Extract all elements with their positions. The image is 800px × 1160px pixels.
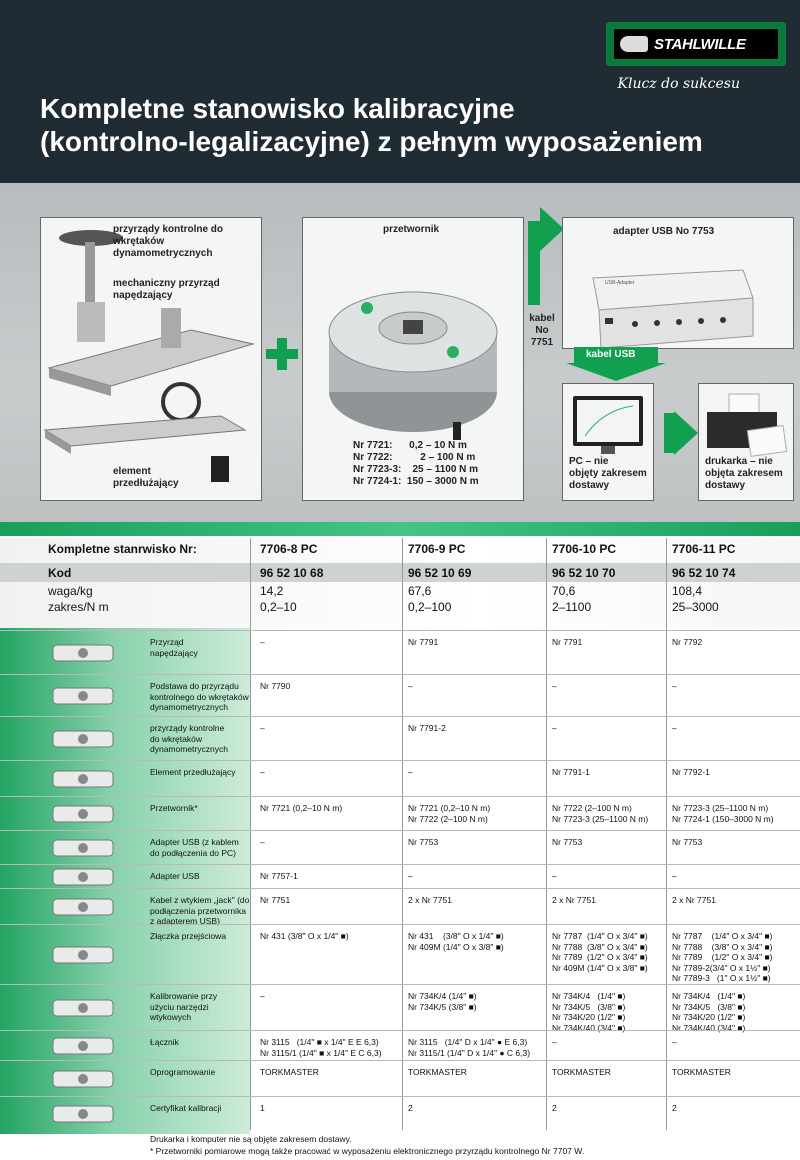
label-kontrolne: przyrządy kontrolne do wkrętaków dynamometrycznych xyxy=(113,224,224,259)
page-title: Kompletne stanowisko kalibracyjne (kontrolno-legalizacyjne) z pełnym wyposażeniem xyxy=(40,93,703,157)
arrow-shaft xyxy=(528,221,540,305)
row-label: Adapter USB xyxy=(150,871,200,881)
printer-arrow-shaft xyxy=(664,413,674,453)
row-value: Nr 7751 xyxy=(260,895,291,905)
row-value: 2 xyxy=(552,1103,557,1113)
printer-panel xyxy=(698,383,794,501)
label-adapter: adapter USB No 7753 xyxy=(613,226,715,237)
table-row xyxy=(0,760,800,797)
model-kod: 96 52 10 68 xyxy=(260,566,324,580)
table-row xyxy=(0,984,800,1031)
label-kabel-usb: kabel USB xyxy=(586,349,636,360)
row-value: Nr 7791-2 xyxy=(408,723,446,733)
row-label: Oprogramowanie xyxy=(150,1067,216,1077)
row-value: – xyxy=(552,723,557,733)
extension-element-icon xyxy=(38,763,128,795)
row-value: Nr 7791 xyxy=(408,637,439,647)
row-value: – xyxy=(260,637,265,647)
row-value: Nr 7787 (1/4" O x 3/4" ■) Nr 7788 (3/8" O x 3/4" ■) Nr 7789 (1/2" O x 3/4" ■) Nr 409M (1/4" O x 3/8" ■) xyxy=(552,931,648,973)
row-value: Nr 734K/4 (1/4" ■) Nr 734K/5 (3/8" ■) Nr 734K/20 (1/2" ■) Nr 734K/40 (3/4" ■) xyxy=(672,991,746,1033)
divider-bar xyxy=(0,522,800,536)
model-nr: 7706-11 PC xyxy=(672,542,736,556)
software-cd-icon xyxy=(38,1063,128,1095)
table-row xyxy=(0,1096,800,1131)
footer-note-1: Drukarka i komputer nie są objęte zakresem dostawy. xyxy=(150,1134,352,1144)
row-value: Nr 7721 (0,2–10 N m) xyxy=(260,803,343,813)
kod-label: Kod xyxy=(48,566,72,580)
row-label: Łącznik xyxy=(150,1037,179,1047)
row-label: przyrządy kontrolne do wkrętaków dynamometrycznych xyxy=(150,723,228,754)
row-value: Nr 7792-1 xyxy=(672,767,710,777)
system-diagram xyxy=(0,183,800,528)
usb-adapter-panel xyxy=(562,217,794,349)
table-row xyxy=(0,1030,800,1061)
certificate-icon xyxy=(38,1099,128,1129)
row-value: – xyxy=(672,723,677,733)
row-value: – xyxy=(552,871,557,881)
zakres-label: zakres/N m xyxy=(48,600,109,614)
row-value: Nr 7791 xyxy=(552,637,583,647)
row-value: – xyxy=(552,681,557,691)
transducer-range-list: Nr 7721: 0,2 – 10 N m Nr 7722: 2 – 100 N m Nr 7723-3: 25 – 1100 N m Nr 7724-1: 150 – 3000 N m xyxy=(353,440,479,487)
drive-unit-icon xyxy=(38,633,128,673)
row-value: Nr 7753 xyxy=(408,837,439,847)
row-value: 2 x Nr 7751 xyxy=(408,895,452,905)
table-row xyxy=(0,924,800,985)
row-label: Złączka przejściowa xyxy=(150,931,227,941)
arrow-right-icon xyxy=(540,207,564,251)
row-label: Przyrząd napędzający xyxy=(150,637,198,658)
row-value: 2 xyxy=(408,1103,413,1113)
usb-adapter-icon xyxy=(563,240,793,350)
brand-slogan: Klucz do sukcesu xyxy=(617,76,740,92)
footer-note-2: * Przetworniki pomiarowe mogą także pracować w wyposażeniu elektronicznego przyrządu kontrolnego Nr 7707 W. xyxy=(150,1146,585,1156)
row-value: 1 xyxy=(260,1103,265,1113)
row-value: TORKMASTER xyxy=(552,1067,611,1077)
table-row xyxy=(0,888,800,925)
arrow-down-icon xyxy=(566,363,666,381)
brand-name: STAHLWILLE xyxy=(654,35,746,53)
label-pc: PC – nie objęty zakresem dostawy xyxy=(569,456,647,491)
row-value: Nr 7790 xyxy=(260,681,291,691)
label-przetwornik: przetwornik xyxy=(383,224,440,235)
arrow-right-icon-2 xyxy=(674,411,698,455)
model-zakres: 25–3000 xyxy=(672,600,719,614)
usb-adapter-box-icon xyxy=(38,833,128,863)
row-value: – xyxy=(672,1037,677,1047)
row-value: 2 x Nr 7751 xyxy=(672,895,716,905)
jack-cable-icon xyxy=(38,891,128,923)
table-row xyxy=(0,716,800,761)
model-zakres: 2–1100 xyxy=(552,600,592,614)
row-label: Element przedłużający xyxy=(150,767,236,777)
row-value: Nr 431 (3/8" O x 1/4" ■) Nr 409M (1/4" O x 3/8" ■) xyxy=(408,931,504,952)
row-value: Nr 7787 (1/4" O x 3/4" ■) Nr 7788 (3/8" O x 3/4" ■) Nr 7789 (1/2" O x 3/4" ■) Nr 7789-2(3/4" O x 1½" ■) Nr 7789-3 (1" O x 1½" ■) xyxy=(672,931,773,983)
table-row xyxy=(0,674,800,717)
transducer-panel xyxy=(302,217,524,501)
model-waga: 108,4 xyxy=(672,584,703,598)
row-value: Nr 431 (3/8" O x 1/4" ■) xyxy=(260,931,349,941)
row-value: – xyxy=(260,767,265,777)
row-label: Podstawa do przyrządu kontrolnego do wkrętaków dynamometrycznych xyxy=(150,681,249,712)
table-row xyxy=(0,1060,800,1097)
usb-stick-icon xyxy=(38,867,128,887)
row-value: Nr 7753 xyxy=(672,837,703,847)
row-value: Nr 3115 (1/4" ■ x 1/4" E E 6,3) Nr 3115/1 (1/4" ■ x 1/4" E C 6,3) xyxy=(260,1037,382,1058)
row-value: – xyxy=(408,681,413,691)
model-zakres: 0,2–10 xyxy=(260,600,297,614)
model-kod: 96 52 10 74 xyxy=(672,566,736,580)
row-value: Nr 7722 (2–100 N m) Nr 7723-3 (25–1100 N m) xyxy=(552,803,649,824)
adapter-coupling-icon xyxy=(38,927,128,983)
printer-icon xyxy=(699,388,793,458)
mechanical-panel xyxy=(40,217,262,501)
label-mechaniczny: mechaniczny przyrząd napędzający xyxy=(113,278,220,301)
plus-icon xyxy=(266,338,298,370)
row-value: – xyxy=(260,837,265,847)
row-value: – xyxy=(408,871,413,881)
row-label: Kalibrowanie przy użyciu narzędzi wtykowych xyxy=(150,991,218,1022)
row-label: Adapter USB (z kablem do podłączenia do PC) xyxy=(150,837,239,858)
row-value: Nr 734K/4 (1/4" ■) Nr 734K/5 (3/8" ■) xyxy=(408,991,477,1012)
row-value: Nr 7757-1 xyxy=(260,871,298,881)
row-label: Kabel z wtykiem „jack" (do podłączenia przetwornika z adapterem USB) xyxy=(150,895,250,926)
screwdriver-tester-icon xyxy=(38,719,128,759)
test-stand-base-icon xyxy=(38,677,128,715)
model-kod: 96 52 10 69 xyxy=(408,566,472,580)
pc-panel xyxy=(562,383,654,501)
row-value: – xyxy=(408,767,413,777)
label-kabel: kabel No 7751 xyxy=(529,313,555,348)
label-element: element przedłużający xyxy=(113,466,179,489)
row-value: TORKMASTER xyxy=(672,1067,731,1077)
row-value: 2 xyxy=(672,1103,677,1113)
brand-logo xyxy=(606,22,786,66)
table-row xyxy=(0,864,800,889)
table-row xyxy=(0,830,800,865)
test-bench-icon xyxy=(41,218,261,500)
spec-heading: Kompletne stanrwisko Nr: xyxy=(48,542,197,556)
row-value: – xyxy=(260,723,265,733)
row-value: – xyxy=(672,871,677,881)
row-value: TORKMASTER xyxy=(260,1067,319,1077)
model-nr: 7706-9 PC xyxy=(408,542,466,556)
table-row xyxy=(0,796,800,831)
row-value: Nr 7721 (0,2–10 N m) Nr 7722 (2–100 N m) xyxy=(408,803,491,824)
row-value: Nr 3115 (1/4" D x 1/4" ● E 6,3) Nr 3115/1 (1/4" D x 1/4" ● C 6,3) xyxy=(408,1037,531,1058)
model-zakres: 0,2–100 xyxy=(408,600,452,614)
pc-monitor-icon xyxy=(563,390,653,460)
row-value: TORKMASTER xyxy=(408,1067,467,1077)
row-label: Certyfikat kalibracji xyxy=(150,1103,222,1113)
model-waga: 70,6 xyxy=(552,584,576,598)
table-row xyxy=(0,630,800,675)
spec-header xyxy=(0,538,800,628)
connector-bit-icon xyxy=(38,1033,128,1059)
transducer-icon xyxy=(303,242,523,462)
row-value: – xyxy=(672,681,677,691)
model-waga: 14,2 xyxy=(260,584,284,598)
label-drukarka: drukarka – nie objęta zakresem dostawy xyxy=(705,456,783,491)
row-value: – xyxy=(260,991,265,1001)
insert-tool-icon xyxy=(38,987,128,1029)
waga-label: waga/kg xyxy=(48,584,93,598)
model-nr: 7706-8 PC xyxy=(260,542,318,556)
model-kod: 96 52 10 70 xyxy=(552,566,616,580)
model-waga: 67,6 xyxy=(408,584,432,598)
row-value: Nr 734K/4 (1/4" ■) Nr 734K/5 (3/8" ■) Nr 734K/20 (1/2" ■) Nr 734K/40 (3/4" ■) xyxy=(552,991,626,1033)
device-label: USB-Adapter xyxy=(605,280,635,286)
transducer-icon xyxy=(38,799,128,829)
row-value: Nr 7723-3 (25–1100 N m) Nr 7724-1 (150–3000 N m) xyxy=(672,803,774,824)
row-value: Nr 7792 xyxy=(672,637,703,647)
header-banner xyxy=(0,0,800,183)
row-value: – xyxy=(552,1037,557,1047)
row-value: Nr 7791-1 xyxy=(552,767,590,777)
row-value: Nr 7753 xyxy=(552,837,583,847)
wrench-icon xyxy=(620,36,648,52)
model-nr: 7706-10 PC xyxy=(552,542,617,556)
row-value: 2 x Nr 7751 xyxy=(552,895,596,905)
row-label: Przetwornik* xyxy=(150,803,198,813)
